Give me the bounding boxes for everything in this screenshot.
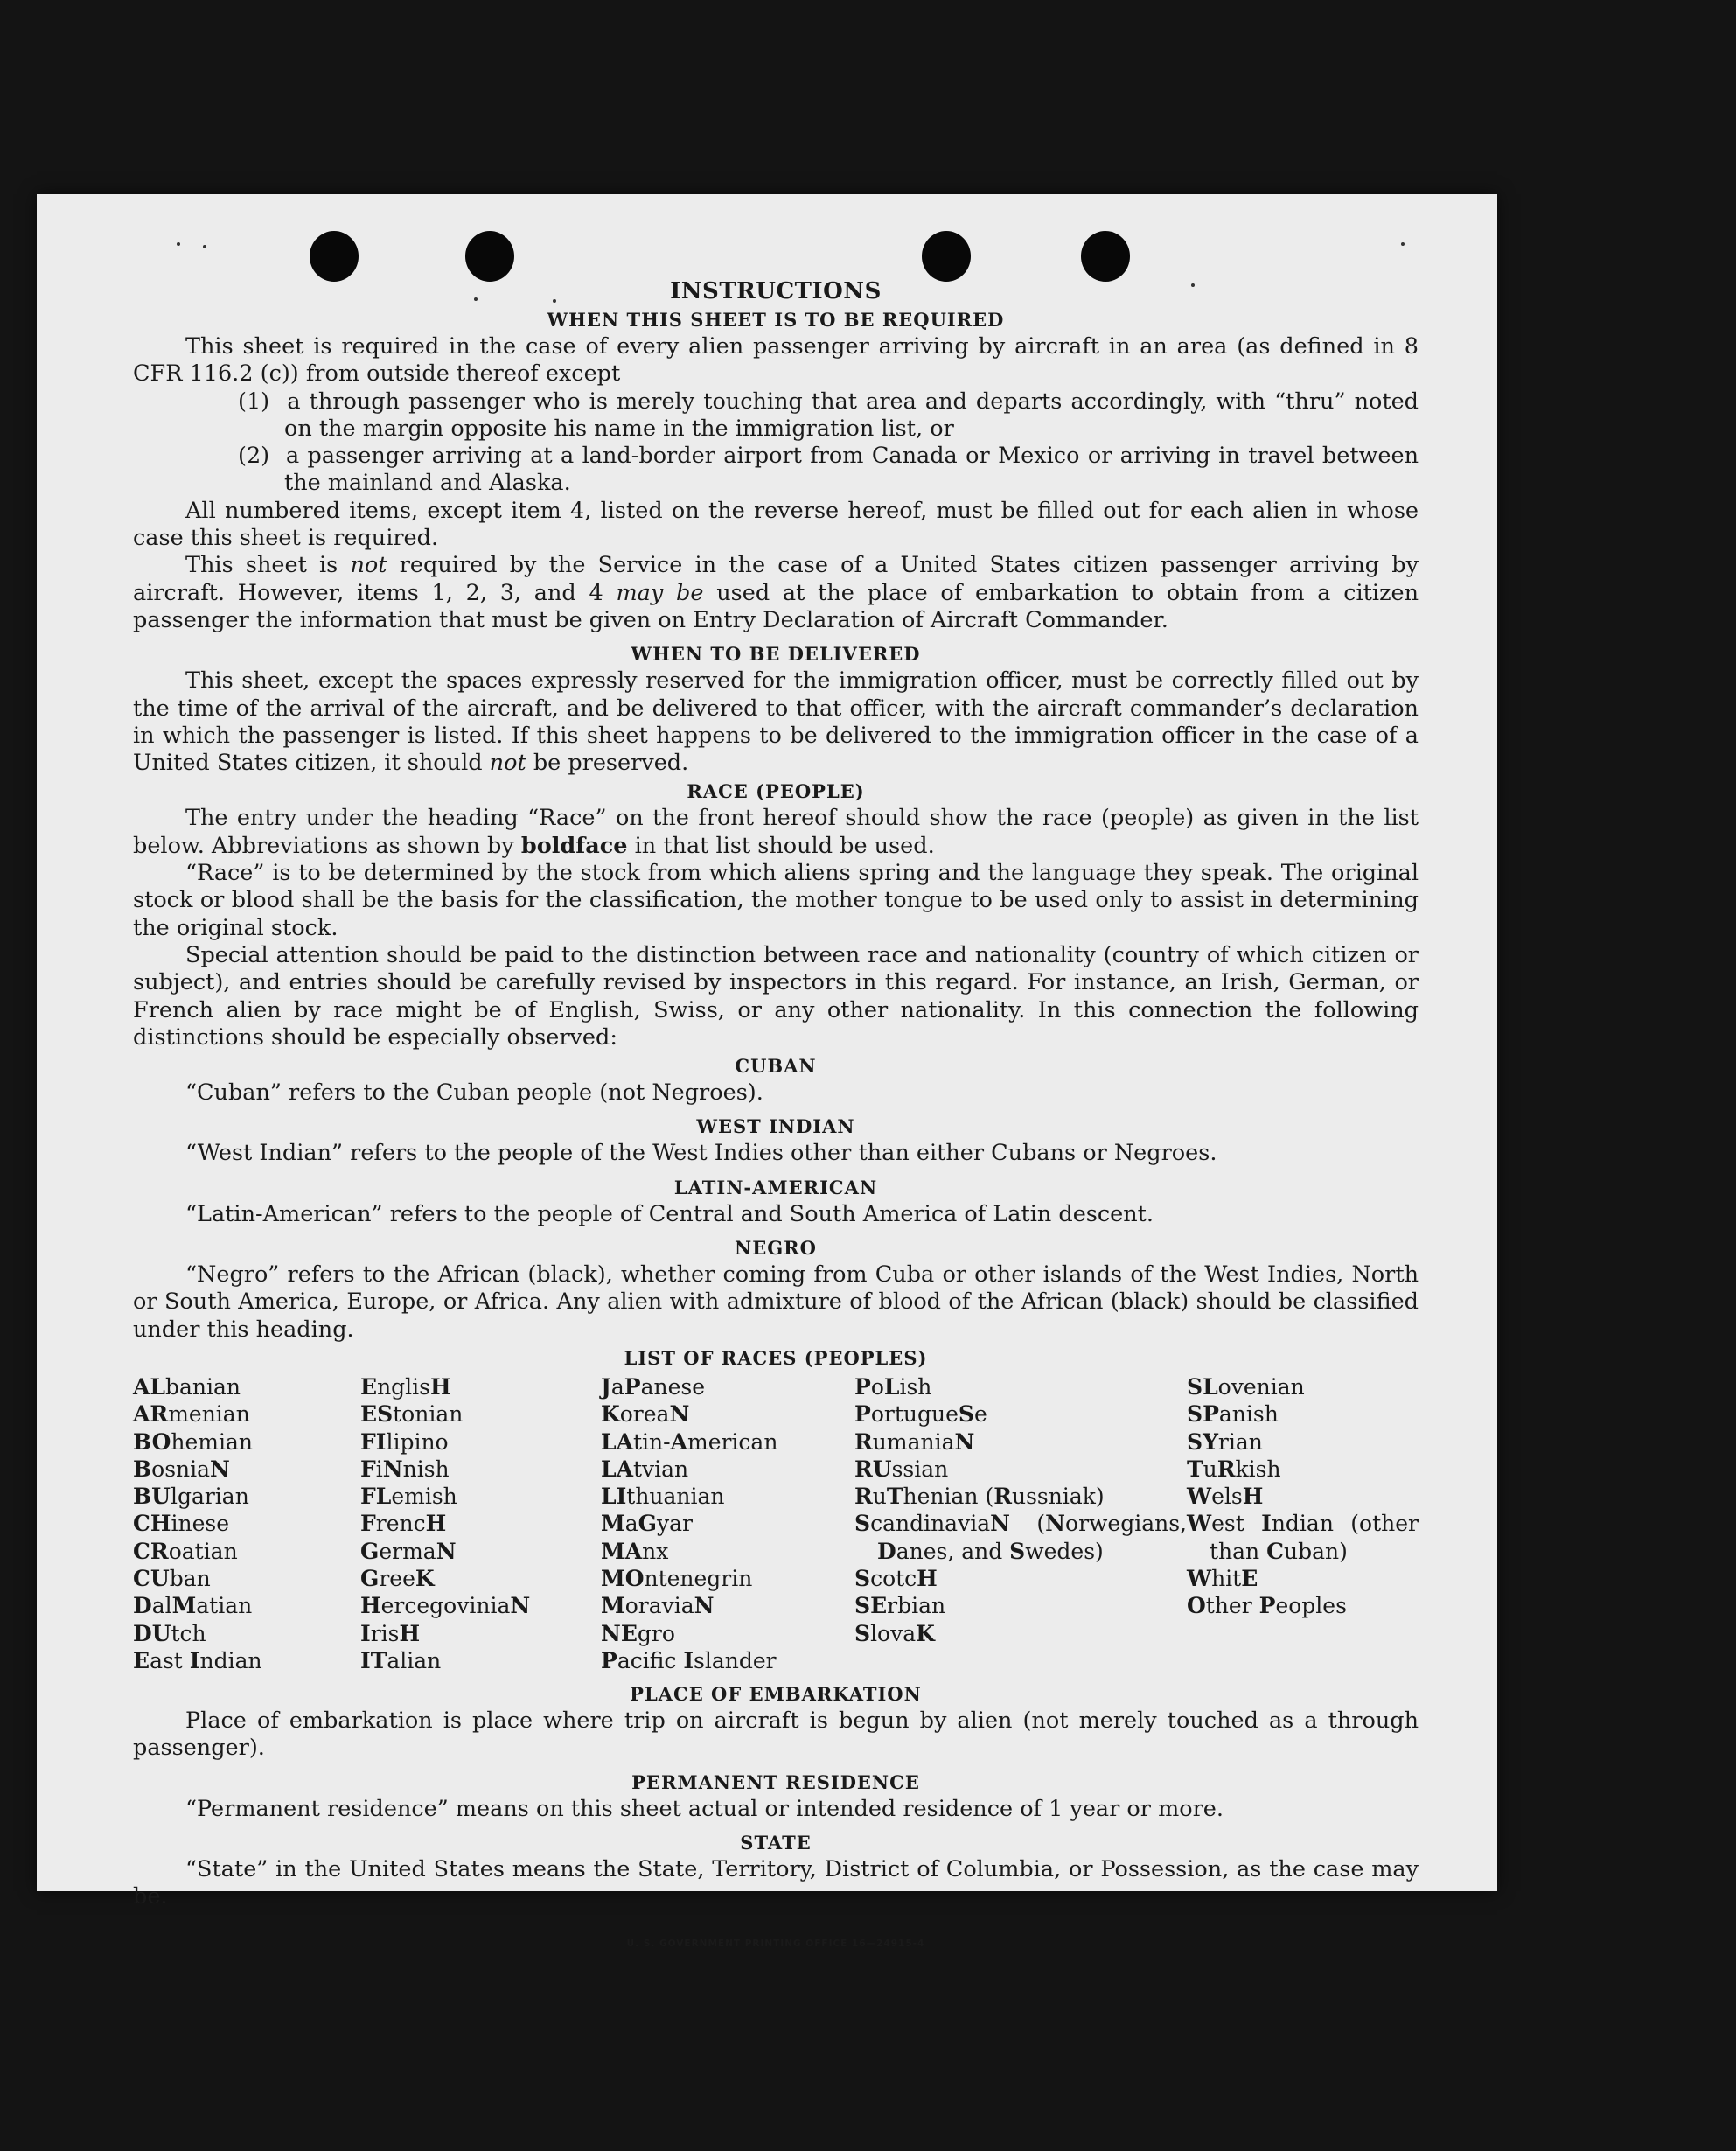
- race-column: [360, 1373, 601, 1674]
- race-entry: BUlgarian: [133, 1484, 249, 1510]
- race-entry: SlovaK: [854, 1620, 935, 1646]
- race-entry: WhitE: [1187, 1565, 1258, 1591]
- race-entry: ALbanian: [133, 1373, 241, 1400]
- race-entry: EStonian: [360, 1401, 464, 1428]
- race-column: [601, 1373, 854, 1674]
- race-entry: PoLish: [854, 1373, 932, 1400]
- race-entry: CUban: [133, 1565, 211, 1591]
- race-entry: Other Peoples: [1187, 1593, 1347, 1619]
- paragraph-cuban: “Cuban” refers to the Cuban people (not Negroes).: [185, 1079, 763, 1107]
- exception-item: (2) a passenger arriving at a land-border airport from Canada or Mexico or arriving in travel between the mainland and Alaska.: [238, 443, 1419, 497]
- heading-latin-american: LATIN-AMERICAN: [673, 1176, 878, 1198]
- race-entry: ScandinaviaN (Norwegians, Danes, and Swedes): [854, 1511, 1187, 1564]
- race-entry: ARmenian: [133, 1401, 250, 1428]
- race-entry: East Indian: [133, 1647, 262, 1673]
- speck: [203, 245, 206, 248]
- paragraph-embarkation: Place of embarkation is place where trip on aircraft is begun by alien (not merely touched as a through passenger).: [133, 1708, 1419, 1762]
- race-entry: MoraviaN: [601, 1593, 715, 1619]
- race-entry: SPanish: [1187, 1401, 1279, 1428]
- paragraph-race-entry: The entry under the heading “Race” on the front hereof should show the race (people) as given in the list below. Abbreviations as shown by boldface in that list should be used.: [133, 805, 1419, 859]
- race-entry: LIthuanian: [601, 1484, 725, 1510]
- paper-sheet: [37, 194, 1497, 1949]
- race-entry: HercegoviniaN: [360, 1593, 531, 1619]
- race-entry: KoreaN: [601, 1401, 690, 1428]
- race-list: [133, 1373, 1419, 1674]
- paragraph-race-definition: “Race” is to be determined by the stock from which aliens spring and the language they speak. The original stock or blood shall be the basis for the classification, the mother tongue to be used only to assist in determining the original stock.: [133, 860, 1419, 941]
- race-entry: RuThenian (Russniak): [854, 1484, 1105, 1510]
- race-entry: FLemish: [360, 1484, 457, 1510]
- exception-item: (1) a through passenger who is merely touching that area and departs accordingly, with “thru” noted on the margin opposite his name in the immigration list, or: [238, 388, 1419, 442]
- paragraph-citizen: This sheet is not required by the Service in the case of a United States citizen passenger arriving by aircraft. However, items 1, 2, 3, and 4 may be used at the place of embarkation to obtain from a citizen passenger the information that must be given on Entry Declaration of Aircraft Commander.: [133, 552, 1419, 633]
- paragraph-west-indian: “West Indian” refers to the people of the West Indies other than either Cubans or Negroes.: [185, 1140, 1217, 1167]
- race-entry: SLovenian: [1187, 1373, 1305, 1400]
- race-entry: JaPanese: [601, 1373, 705, 1400]
- race-column: [1187, 1373, 1419, 1674]
- race-entry: PortugueSe: [854, 1401, 987, 1428]
- punch-hole: [310, 231, 359, 282]
- heading-west-indian: WEST INDIAN: [696, 1115, 855, 1138]
- heading-race: RACE (PEOPLE): [687, 780, 865, 803]
- paragraph-latin-american: “Latin-American” refers to the people of Central and South America of Latin descent.: [185, 1200, 1154, 1227]
- race-entry: WelsH: [1187, 1484, 1264, 1510]
- race-entry: SYrian: [1187, 1428, 1263, 1455]
- printer-imprint: U. S. GOVERNMENT PRINTING OFFICE 16—24915-4: [626, 1938, 925, 1949]
- race-entry: LAtvian: [601, 1456, 689, 1482]
- race-column: [133, 1373, 360, 1674]
- document-title: INSTRUCTIONS: [670, 278, 882, 304]
- race-entry: BosniaN: [133, 1456, 230, 1482]
- paragraph-when-delivered: This sheet, except the spaces expressly reserved for the immigration officer, must be correctly filled out by the time of the arrival of the aircraft, and be delivered to that officer, with the aircraft commander’s declaration in which the passenger is listed. If this sheet happens to be delivered to the immigration officer in the case of a United States citizen, it should not be preserved.: [133, 667, 1419, 777]
- heading-residence: PERMANENT RESIDENCE: [631, 1770, 920, 1793]
- race-entry: MOntenegrin: [601, 1565, 753, 1591]
- race-entry: SErbian: [854, 1593, 946, 1619]
- race-entry: ITalian: [360, 1647, 442, 1673]
- race-entry: RUssian: [854, 1456, 949, 1482]
- race-entry: CHinese: [133, 1511, 230, 1537]
- race-entry: GreeK: [360, 1565, 435, 1591]
- race-entry: FrencH: [360, 1511, 447, 1537]
- race-entry: West Indian (other than Cuban): [1187, 1511, 1419, 1564]
- heading-negro: NEGRO: [735, 1237, 817, 1260]
- race-entry: Pacific Islander: [601, 1647, 777, 1673]
- heading-cuban: CUBAN: [735, 1055, 817, 1078]
- race-entry: TuRkish: [1187, 1456, 1281, 1482]
- heading-embarkation: PLACE OF EMBARKATION: [630, 1683, 922, 1706]
- heading-when-delivered: WHEN TO BE DELIVERED: [631, 643, 921, 666]
- race-entry: NEgro: [601, 1620, 675, 1646]
- paragraph-state: “State” in the United States means the State, Territory, District of Columbia, or Possession, as the case may be.: [133, 1856, 1419, 1910]
- race-entry: IrisH: [360, 1620, 421, 1646]
- paragraph-numbered-items: All numbered items, except item 4, listed on the reverse hereof, must be filled out for each alien in whose case this sheet is required.: [133, 497, 1419, 552]
- race-entry: GermaN: [360, 1538, 457, 1564]
- punch-hole: [922, 231, 971, 282]
- race-entry: RumaniaN: [854, 1428, 975, 1455]
- punch-hole: [465, 231, 514, 282]
- race-entry: CRoatian: [133, 1538, 238, 1564]
- heading-state: STATE: [740, 1832, 812, 1854]
- race-entry: EnglisH: [360, 1373, 451, 1400]
- instructions-text: [133, 277, 1419, 1958]
- race-column: [854, 1373, 1187, 1674]
- paragraph-residence: “Permanent residence” means on this sheet actual or intended residence of 1 year or more.: [185, 1795, 1224, 1822]
- race-entry: DUtch: [133, 1620, 206, 1646]
- race-entry: BOhemian: [133, 1428, 253, 1455]
- punch-hole: [1081, 231, 1130, 282]
- speck: [177, 242, 180, 246]
- race-entry: FiNnish: [360, 1456, 450, 1482]
- race-entry: LAtin-American: [601, 1428, 778, 1455]
- heading-race-list: LIST OF RACES (PEOPLES): [624, 1346, 928, 1369]
- speck: [1401, 242, 1405, 246]
- race-entry: ScotcH: [854, 1565, 938, 1591]
- paragraph-when-required: This sheet is required in the case of every alien passenger arriving by aircraft in an area (as defined in 8 CFR 116.2 (c)) from outside thereof except: [133, 333, 1419, 388]
- race-entry: DalMatian: [133, 1593, 253, 1619]
- heading-when-required: WHEN THIS SHEET IS TO BE REQUIRED: [547, 309, 1005, 331]
- race-entry: MaGyar: [601, 1511, 693, 1537]
- paragraph-negro: “Negro” refers to the African (black), whether coming from Cuba or other islands of the West Indies, North or South America, Europe, or Africa. Any alien with admixture of blood of the African (black) should be classified under this heading.: [133, 1261, 1419, 1343]
- race-entry: MAnx: [601, 1538, 669, 1564]
- race-entry: FIlipino: [360, 1428, 449, 1455]
- paragraph-race-nationality: Special attention should be paid to the distinction between race and nationality (country of which citizen or subject), and entries should be carefully revised by inspectors in this regard. For instance, an Irish, German, or French alien by race might be of English, Swiss, or any other nationality. In this connection the following distinctions should be especially observed:: [133, 941, 1419, 1051]
